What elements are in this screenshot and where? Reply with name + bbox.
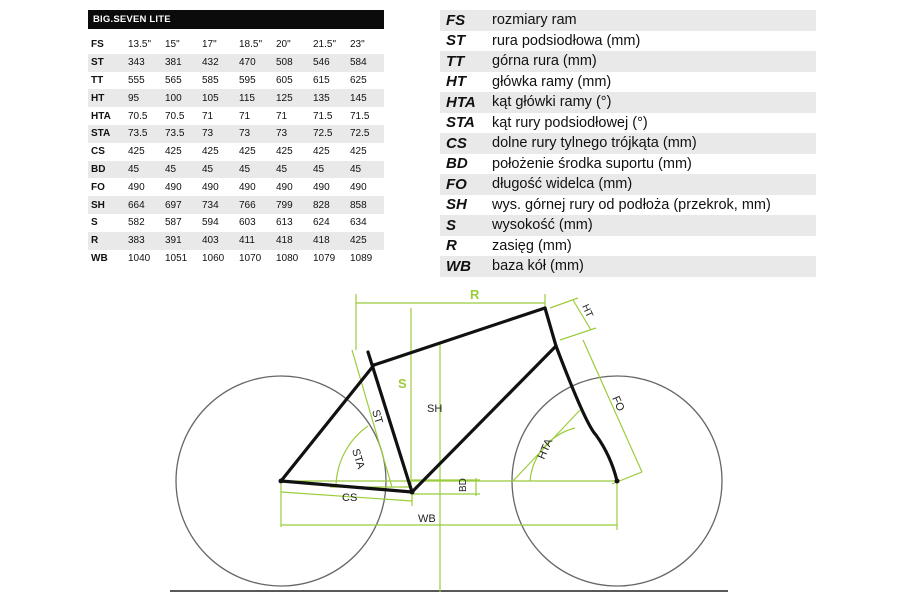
label-sta: STA (349, 447, 367, 471)
table-cell: 105 (199, 89, 236, 107)
table-row-key: HT (88, 89, 125, 107)
table-row-key: S (91, 217, 98, 229)
table-cell: 432 (199, 54, 236, 72)
legend-key: SH (446, 196, 467, 214)
rear-axle (279, 479, 284, 484)
legend-row (440, 133, 816, 154)
table-row (88, 107, 384, 125)
table-row (88, 72, 384, 90)
table-cell: 45 (273, 161, 310, 179)
legend-key: WB (446, 257, 471, 275)
table-row-key: BD (88, 161, 125, 179)
table-cell: 343 (125, 54, 162, 72)
table-cell: 425 (128, 146, 145, 158)
label-r: R (470, 287, 480, 302)
label-fo: FO (609, 394, 627, 414)
head-tube (545, 308, 556, 346)
table-cell: 391 (162, 232, 199, 250)
table-cell: 1079 (313, 252, 336, 264)
abbreviation-legend (440, 10, 816, 277)
table-cell: 490 (128, 181, 145, 193)
legend-row (440, 174, 816, 195)
legend-key: ST (446, 32, 466, 50)
table-cell: 71 (239, 110, 251, 122)
geometry-table (88, 10, 384, 267)
top-tube (374, 308, 545, 365)
table-cell: 70.5 (165, 110, 185, 122)
table-cell: 828 (310, 196, 347, 214)
fork (556, 346, 617, 481)
table-cell: 584 (347, 54, 384, 72)
table-cell: 13.5" (128, 39, 152, 51)
table-row (88, 36, 384, 54)
table-cell: 425 (350, 146, 367, 158)
table-cell: 470 (236, 54, 273, 72)
table-cell: 425 (276, 146, 293, 158)
table-cell: 582 (128, 217, 145, 229)
table-row-key: FS (91, 39, 104, 51)
legend-description: dolne rury tylnego trójkąta (mm) (492, 135, 697, 152)
legend-row (440, 10, 816, 31)
table-cell: 73 (236, 125, 273, 143)
bottom-bracket (410, 490, 415, 495)
table-cell: 425 (313, 146, 330, 158)
legend-key: FS (446, 11, 466, 29)
table-cell: 45 (199, 161, 236, 179)
legend-row (440, 113, 816, 134)
table-row (88, 143, 384, 161)
table-cell: 23" (350, 39, 365, 51)
table-cell: 1040 (128, 252, 151, 264)
table-cell: 490 (350, 181, 367, 193)
legend-description: baza kół (mm) (492, 258, 584, 275)
table-cell: 418 (310, 232, 347, 250)
table-cell: 73 (199, 125, 236, 143)
legend-key: BD (446, 155, 468, 173)
table-cell: 45 (347, 161, 384, 179)
table-row-key: SH (88, 196, 125, 214)
label-cs: CS (342, 492, 358, 504)
table-cell: 799 (273, 196, 310, 214)
table-cell: 425 (239, 146, 256, 158)
table-cell: 565 (165, 74, 182, 86)
table-row (88, 214, 384, 232)
label-ht: HT (579, 302, 595, 320)
table-cell: 615 (313, 74, 330, 86)
table-row (88, 232, 384, 250)
table-cell: 381 (162, 54, 199, 72)
table-row-key: TT (91, 74, 104, 86)
legend-row (440, 256, 816, 277)
table-cell: 490 (202, 181, 219, 193)
table-cell: 490 (276, 181, 293, 193)
legend-row (440, 92, 816, 113)
table-cell: 1080 (276, 252, 299, 264)
table-cell: 1070 (239, 252, 262, 264)
table-cell: 71.5 (350, 110, 370, 122)
legend-key: STA (446, 114, 475, 132)
legend-description: kąt rury podsiodłowej (°) (492, 114, 648, 131)
table-cell: 100 (162, 89, 199, 107)
legend-row (440, 154, 816, 175)
legend-row (440, 215, 816, 236)
table-title: BIG.SEVEN LITE (88, 10, 384, 29)
legend-description: wys. górnej rury od podłoża (przekrok, mm) (492, 196, 771, 213)
table-cell: 613 (276, 217, 293, 229)
table-cell: 546 (310, 54, 347, 72)
table-cell: 585 (202, 74, 219, 86)
legend-row (440, 195, 816, 216)
table-cell: 425 (165, 146, 182, 158)
legend-row (440, 31, 816, 52)
table-cell: 411 (236, 232, 273, 250)
table-cell: 697 (162, 196, 199, 214)
legend-description: kąt główki ramy (°) (492, 94, 612, 111)
table-row (88, 196, 384, 214)
table-row-key: CS (91, 146, 105, 158)
legend-key: HTA (446, 93, 476, 111)
table-cell: 425 (202, 146, 219, 158)
table-cell: 490 (165, 181, 182, 193)
table-cell: 71 (276, 110, 288, 122)
down-tube (412, 346, 556, 492)
label-wb: WB (418, 513, 436, 525)
table-cell: 72.5 (347, 125, 384, 143)
table-cell: 45 (162, 161, 199, 179)
table-row (88, 250, 384, 268)
table-cell: 71 (202, 110, 214, 122)
table-cell: 21.5" (313, 39, 337, 51)
legend-key: FO (446, 175, 467, 193)
front-axle (615, 479, 620, 484)
table-cell: 18.5" (239, 39, 263, 51)
table-row (88, 125, 384, 143)
table-row-key: ST (88, 54, 125, 72)
table-row (88, 161, 384, 179)
table-cell: 72.5 (310, 125, 347, 143)
table-cell: 73 (273, 125, 310, 143)
table-cell: 603 (239, 217, 256, 229)
legend-row (440, 51, 816, 72)
legend-key: HT (446, 73, 466, 91)
legend-description: wysokość (mm) (492, 217, 593, 234)
legend-description: rura podsiodłowa (mm) (492, 32, 641, 49)
table-cell: 1089 (350, 252, 373, 264)
table-cell: 664 (125, 196, 162, 214)
table-cell: 145 (347, 89, 384, 107)
table-cell: 20" (276, 39, 291, 51)
table-row-key: R (88, 232, 125, 250)
table-cell: 17" (202, 39, 217, 51)
legend-description: położenie środka suportu (mm) (492, 155, 692, 172)
legend-key: CS (446, 134, 467, 152)
table-cell: 624 (313, 217, 330, 229)
table-cell: 45 (236, 161, 273, 179)
legend-key: TT (446, 52, 465, 70)
table-cell: 1051 (165, 252, 188, 264)
table-cell: 766 (236, 196, 273, 214)
table-cell: 383 (125, 232, 162, 250)
table-cell: 45 (310, 161, 347, 179)
table-cell: 734 (199, 196, 236, 214)
table-cell: 625 (350, 74, 367, 86)
table-cell: 115 (236, 89, 273, 107)
table-cell: 587 (165, 217, 182, 229)
table-cell: 634 (350, 217, 367, 229)
table-cell: 418 (273, 232, 310, 250)
table-cell: 490 (313, 181, 330, 193)
label-hta: HTA (535, 436, 556, 462)
table-cell: 490 (239, 181, 256, 193)
table-row-key: FO (91, 181, 105, 193)
table-row (88, 178, 384, 196)
table-cell: 70.5 (128, 110, 148, 122)
table-cell: 595 (239, 74, 256, 86)
table-cell: 73.5 (125, 125, 162, 143)
label-sh: SH (427, 403, 443, 415)
legend-description: rozmiary ram (492, 12, 577, 29)
table-cell: 555 (128, 74, 145, 86)
table-row (88, 54, 384, 72)
table-cell: 45 (125, 161, 162, 179)
legend-description: długość widelca (mm) (492, 176, 633, 193)
bike-geometry-diagram (0, 280, 900, 600)
table-cell: 594 (202, 217, 219, 229)
table-cell: 1060 (202, 252, 225, 264)
table-cell: 125 (273, 89, 310, 107)
legend-row (440, 236, 816, 257)
table-row (88, 89, 384, 107)
table-cell: 71.5 (313, 110, 333, 122)
table-row-key: WB (91, 252, 108, 264)
legend-description: główka ramy (mm) (492, 73, 612, 90)
label-st: ST (369, 408, 385, 426)
table-cell: 95 (125, 89, 162, 107)
table-cell: 508 (273, 54, 310, 72)
table-cell: 73.5 (162, 125, 199, 143)
legend-description: górna rura (mm) (492, 53, 597, 70)
table-row-key: HTA (91, 110, 111, 122)
label-s: S (398, 376, 407, 391)
table-cell: 858 (347, 196, 384, 214)
label-bd: BD (458, 478, 469, 492)
head-tube-dimension (550, 298, 578, 308)
table-cell: 403 (199, 232, 236, 250)
table-cell: 605 (276, 74, 293, 86)
table-cell: 15" (165, 39, 180, 51)
legend-description: zasięg (mm) (492, 237, 572, 254)
table-cell: 425 (347, 232, 384, 250)
legend-row (440, 72, 816, 93)
legend-key: S (446, 216, 457, 234)
legend-key: R (446, 237, 457, 255)
table-row-key: STA (88, 125, 125, 143)
table-cell: 135 (310, 89, 347, 107)
